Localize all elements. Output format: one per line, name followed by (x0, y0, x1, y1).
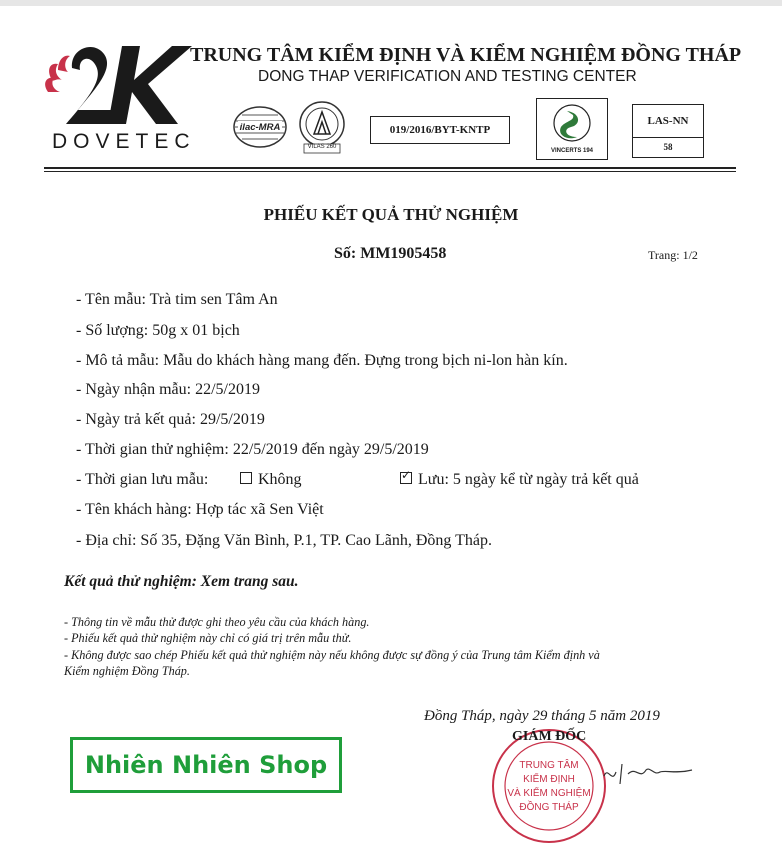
field-quantity: - Số lượng: 50g x 01 bịch (76, 322, 240, 339)
field-customer: - Tên khách hàng: Hợp tác xã Sen Việt (76, 501, 324, 518)
storage-option-no-label: Không (258, 471, 302, 488)
vincerts-emblem-icon (537, 99, 607, 149)
note-3: - Không được sao chép Phiếu kết quả thử nghiệm này nếu không được sự đồng ý của Trung tâm Kiểm định và (64, 648, 600, 662)
org-name-vn: TRUNG TÂM KIỂM ĐỊNH VÀ KIỂM NGHIỆM ĐỒNG THÁP (190, 44, 742, 66)
vincerts-label: VINCERTS 194 (550, 148, 593, 154)
cert-number-box: 019/2016/BYT-KNTP (370, 116, 510, 144)
document-number: Số: MM1905458 (334, 245, 447, 262)
director-title: GIÁM ĐỐC (512, 729, 587, 744)
ilac-globe-icon (232, 104, 288, 150)
stamp-line-2: KIỂM ĐỊNH (523, 774, 575, 785)
field-return-date: - Ngày trả kết quả: 29/5/2019 (76, 411, 265, 428)
ilac-text: ilac-MRA (239, 122, 281, 133)
field-received-date: - Ngày nhận mẫu: 22/5/2019 (76, 381, 260, 398)
dovetec-2k-mark-icon (44, 40, 194, 130)
dovetec-logo (44, 40, 194, 155)
header-rule-thin (44, 171, 736, 172)
ilac-mra-mark (232, 104, 288, 150)
top-border (0, 0, 782, 6)
field-test-period: - Thời gian thử nghiệm: 22/5/2019 đến ngày 29/5/2019 (76, 441, 429, 458)
vilas-label: VILAS 260 (307, 144, 337, 150)
field-storage-label: - Thời gian lưu mẫu: (76, 471, 209, 488)
place-date: Đồng Tháp, ngày 29 tháng 5 năm 2019 (424, 708, 660, 724)
field-address: - Địa chỉ: Số 35, Đặng Văn Bình, P.1, TP. Cao Lãnh, Đồng Tháp. (76, 532, 492, 549)
header-rule (44, 167, 736, 169)
storage-option-yes (400, 471, 639, 489)
las-nn-number: 58 (663, 142, 673, 152)
vilas-mark (294, 100, 350, 154)
storage-option-no (240, 471, 302, 489)
stamp-line-3: VÀ KIỂM NGHIỆM (507, 788, 591, 799)
storage-option-yes-label: Lưu: 5 ngày kể từ ngày trả kết quả (418, 471, 639, 488)
document-title: PHIẾU KẾT QUẢ THỬ NGHIỆM (263, 205, 519, 224)
vincerts-box (536, 98, 608, 160)
note-2: - Phiếu kết quả thử nghiệm này chỉ có giá trị trên mẫu thử. (64, 631, 352, 645)
note-1: - Thông tin về mẫu thử được ghi theo yêu cầu của khách hàng. (64, 615, 370, 629)
field-description: - Mô tả mẫu: Mẫu do khách hàng mang đến. Đựng trong bịch ni-lon hàn kín. (76, 352, 568, 369)
stamp-line-4: ĐỒNG THÁP (519, 802, 579, 813)
org-name-en: DONG THAP VERIFICATION AND TESTING CENTER (258, 68, 637, 85)
result-line: Kết quả thử nghiệm: Xem trang sau. (64, 573, 299, 590)
logo-text: DOVETEC (52, 130, 196, 153)
checkbox-yes (400, 472, 412, 484)
field-sample-name: - Tên mẫu: Trà tim sen Tâm An (76, 291, 278, 308)
signature-scribble-icon (596, 754, 696, 794)
las-nn-box (632, 104, 704, 158)
stamp-line-1: TRUNG TÂM (519, 760, 579, 771)
note-4: Kiểm nghiệm Đồng Tháp. (64, 664, 190, 678)
checkbox-no (240, 472, 252, 484)
page-indicator: Trang: 1/2 (648, 248, 698, 262)
shop-watermark: Nhiên Nhiên Shop (70, 737, 342, 793)
las-nn-label: LAS-NN (633, 105, 703, 138)
